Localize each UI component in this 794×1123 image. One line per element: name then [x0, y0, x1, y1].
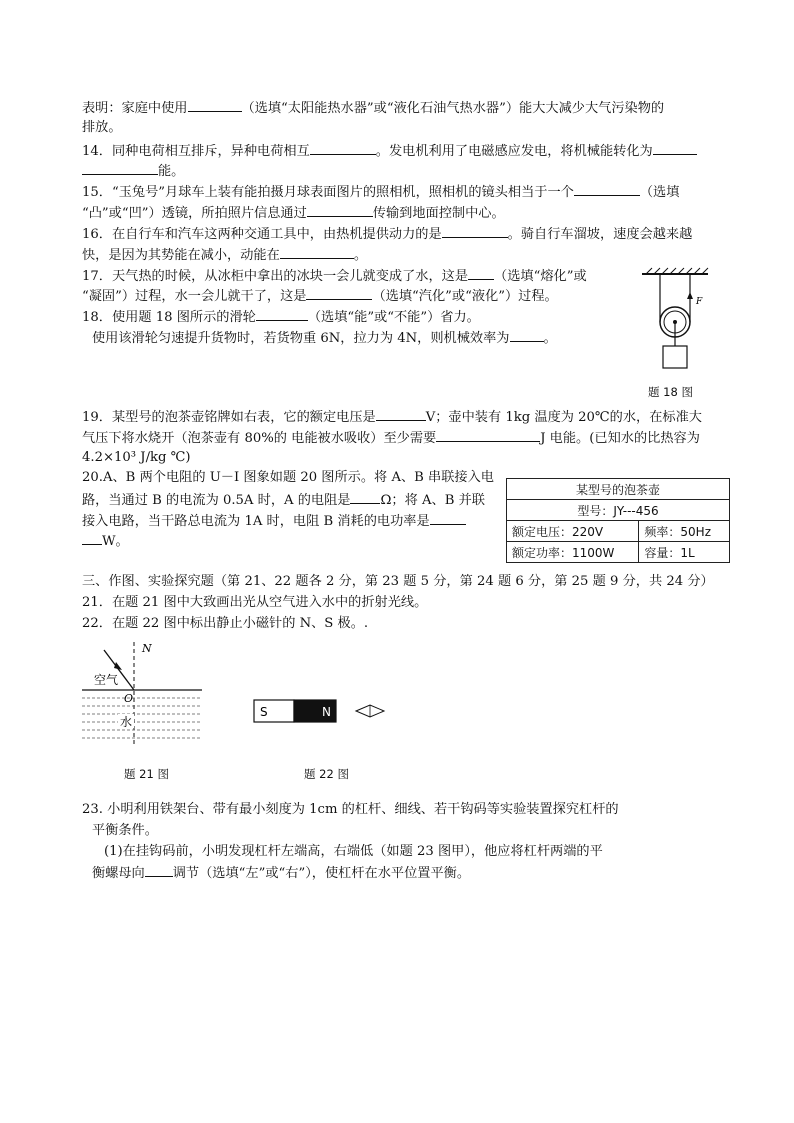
blank-q23-1[interactable] — [145, 862, 173, 877]
magnet-figure — [252, 696, 392, 726]
q15-line-2: “凸”或“凹”）透镜，所拍照片信息通过 传输到地面控制中心。 — [82, 202, 505, 224]
blank-q17-2[interactable] — [306, 285, 372, 300]
q23-line-3: (1)在挂钩码前，小明发现杠杆左端高，右端低（如题 23 图甲），他应将杠杆两端的平 — [104, 844, 603, 859]
blank-q19-1[interactable] — [376, 406, 426, 421]
blank-q15-2[interactable] — [307, 202, 373, 217]
blank-q20-2[interactable] — [430, 510, 466, 525]
blank-q19-2[interactable] — [436, 427, 540, 442]
q19-line-3: 4.2×10³ J/kg ℃) — [82, 450, 191, 465]
section-3-heading: 三、作图、实验探究题（第 21、22 题各 2 分，第 23 题 5 分，第 24 题 6 分，第 25 题 9 分，共 24 分） — [82, 574, 714, 589]
q23-line-1: 23. 小明利用铁架台、带有最小刻度为 1cm 的杠杆、细线、若干钩码等实验装置探究杠杆的 — [82, 802, 619, 817]
blank-q15-1[interactable] — [574, 181, 640, 196]
q22-text: 22．在题 22 图中标出静止小磁针的 N、S 极。. — [82, 616, 369, 631]
normal-label: N — [142, 642, 152, 655]
q14-line-1: 14．同种电荷相互排斥，异种电荷相互 。发电机利用了电磁感应发电，将机械能转化为 — [82, 140, 697, 162]
blank-heater[interactable] — [188, 97, 242, 112]
magnet-s-label: S — [260, 705, 268, 719]
intro-line-1: 表明：家庭中使用 （选填“太阳能热水器”或“液化石油气热水器”）能大大减少大气污染物的 — [82, 97, 664, 119]
water-label: 水 — [120, 715, 133, 729]
q20-line-4: W。 — [82, 530, 129, 552]
q21-text: 21．在题 21 图中大致画出光从空气进入水中的折射光线。 — [82, 595, 428, 610]
magnet-n-label: N — [322, 705, 331, 719]
blank-q20-3[interactable] — [82, 530, 102, 545]
blank-q18-2[interactable] — [510, 327, 544, 342]
teapot-spec-table — [506, 478, 730, 563]
fig21-caption: 题 21 图 — [124, 767, 169, 781]
blank-q18-1[interactable] — [256, 306, 308, 321]
spec-model: 型号：JY---456 — [507, 500, 730, 521]
spec-title: 某型号的泡茶壶 — [507, 479, 730, 500]
q18-line-1: 18．使用题 18 图所示的滑轮 （选填“能”或“不能”）省力。 — [82, 306, 480, 328]
q19-line-1: 19．某型号的泡茶壶铭牌如右表，它的额定电压是 V；壶中装有 1kg 温度为 20℃的水，在标准大 — [82, 406, 702, 428]
q15-line-1: 15．“玉兔号”月球车上装有能拍摄月球表面图片的照相机，照相机的镜头相当于一个 （选填 — [82, 181, 679, 203]
pulley-figure — [638, 266, 714, 382]
q20-line-2: 路，当通过 B 的电流为 0.5A 时，A 的电阻是 Ω；将 A、B 并联 — [82, 489, 485, 511]
fig22-caption: 题 22 图 — [304, 767, 349, 781]
blank-q14-1[interactable] — [310, 140, 376, 155]
blank-q14-3[interactable] — [82, 160, 158, 175]
q18-line-2: 使用该滑轮匀速提升货物时，若货物重 6N，拉力为 4N，则机械效率为 。 — [92, 327, 557, 349]
spec-voltage: 额定电压：220V — [507, 521, 639, 542]
refraction-figure — [78, 638, 208, 750]
air-label: 空气 — [94, 673, 119, 687]
pulley-force-label: F — [696, 297, 703, 307]
q17-line-1: 17．天气热的时候，从冰柜中拿出的冰块一会儿就变成了水，这是 （选填“熔化”或 — [82, 265, 587, 287]
q14-line-2: 能。 — [82, 160, 184, 182]
point-o-label: O — [124, 692, 134, 705]
q23-line-4: 衡螺母向 调节（选填“左”或“右”），使杠杆在水平位置平衡。 — [92, 862, 470, 884]
fig18-caption: 题 18 图 — [648, 385, 693, 399]
blank-q14-2[interactable] — [653, 140, 697, 155]
q17-line-2: “凝固”）过程，水一会儿就干了，这是 （选填“汽化”或“液化”）过程。 — [82, 285, 558, 307]
q23-line-2: 平衡条件。 — [92, 823, 158, 838]
blank-q16-2[interactable] — [280, 244, 354, 259]
spec-frequency: 频率：50Hz — [639, 521, 730, 542]
q20-line-1: 20.A、B 两个电阻的 U－I 图象如题 20 图所示。将 A、B 串联接入电 — [82, 470, 494, 485]
blank-q17-1[interactable] — [468, 265, 494, 280]
q19-line-2: 气压下将水烧开（泡茶壶有 80%的 电能被水吸收）至少需要 J 电能。(已知水的比热容为 — [82, 427, 700, 449]
blank-q20-1[interactable] — [350, 489, 380, 504]
intro-line-2: 排放。 — [82, 120, 122, 135]
spec-power: 额定功率：1100W — [507, 542, 639, 563]
blank-q16-1[interactable] — [442, 223, 508, 238]
q16-line-2: 快，是因为其势能在减小，动能在 。 — [82, 244, 367, 266]
spec-capacity: 容量：1L — [639, 542, 730, 563]
q16-line-1: 16．在自行车和汽车这两种交通工具中，由热机提供动力的是 。骑自行车溜坡，速度会越来越 — [82, 223, 692, 245]
q20-line-3: 接入电路，当干路总电流为 1A 时，电阻 B 消耗的电功率是 — [82, 510, 466, 532]
